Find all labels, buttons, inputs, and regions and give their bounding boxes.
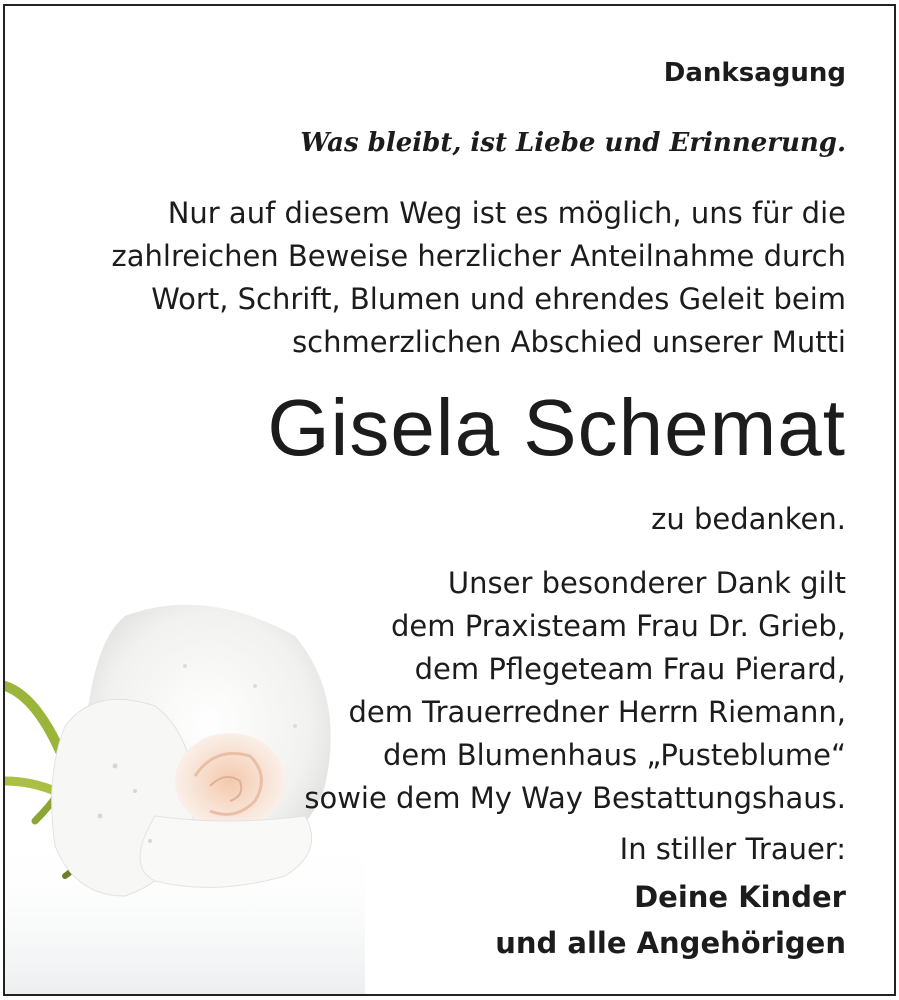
signature-line: Deine Kinder: [634, 880, 846, 914]
thanks-line: zu bedanken.: [651, 502, 846, 536]
motto: Was bleibt, ist Liebe und Erinnerung.: [300, 128, 846, 158]
special-thanks-line: Unser besonderer Dank gilt: [447, 566, 846, 600]
signature-line: und alle Angehörigen: [495, 926, 846, 960]
intro-line: zahlreichen Beweise herzlicher Anteilnahme durch: [111, 239, 846, 273]
heading: Danksagung: [663, 58, 846, 88]
deceased-name: Gisela Schemat: [267, 383, 846, 472]
intro-line: Nur auf diesem Weg ist es möglich, uns für die: [167, 196, 846, 230]
signature-intro: In stiller Trauer:: [619, 832, 846, 866]
intro-paragraph: [112, 192, 846, 364]
intro-line: schmerzlichen Abschied unserer Mutti: [292, 325, 846, 359]
special-thanks-line: dem Trauerredner Herrn Riemann,: [348, 695, 846, 729]
special-thanks-line: dem Pflegeteam Frau Pierard,: [414, 652, 846, 686]
intro-line: Wort, Schrift, Blumen und ehrendes Geleit beim: [151, 282, 846, 316]
obituary-frame: [3, 4, 896, 996]
special-thanks: [304, 562, 846, 820]
special-thanks-line: dem Praxisteam Frau Dr. Grieb,: [391, 609, 846, 643]
signature: [495, 874, 846, 966]
special-thanks-line: dem Blumenhaus „Pusteblume“: [382, 738, 846, 772]
special-thanks-line: sowie dem My Way Bestattungshaus.: [304, 781, 846, 815]
